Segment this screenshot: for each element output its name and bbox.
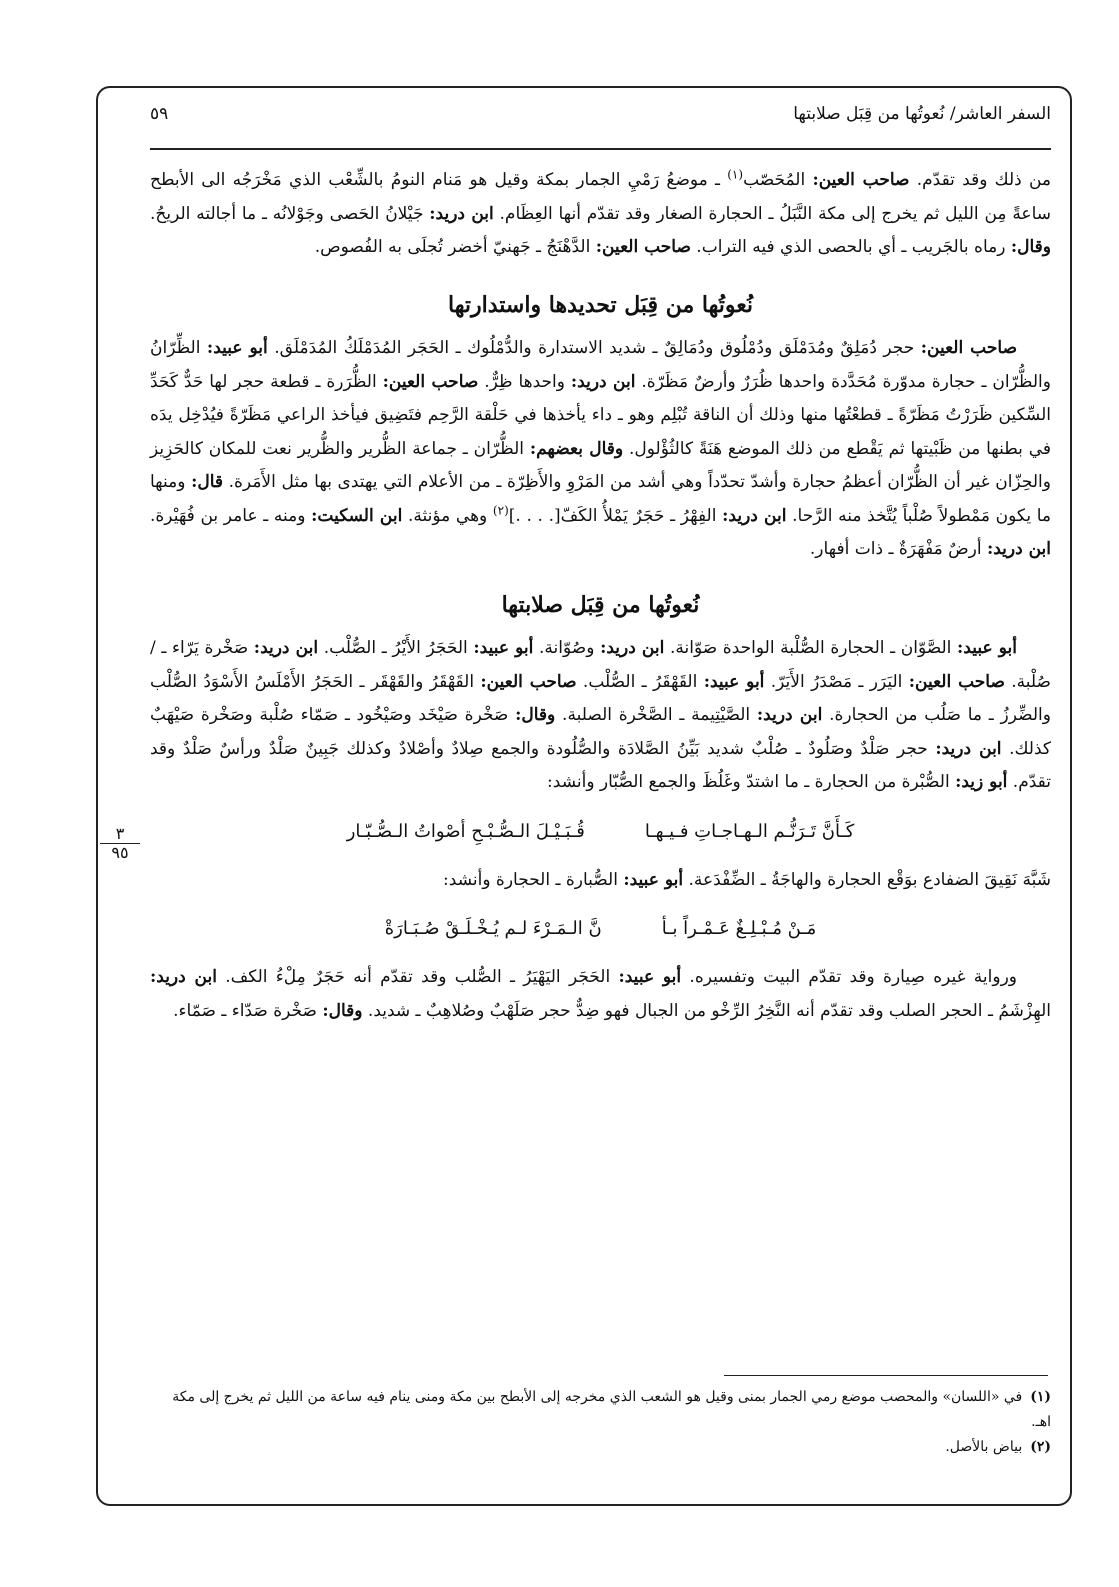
margin-reference [100,825,140,862]
footnote-text: بياض بالأصل. [945,1439,1023,1455]
text-run: الصُّبْرة من الحجارة ـ ما اشتدّ وغَلُظَ والجمع الصُّبّار وأنشد: [547,772,956,792]
source-keyword: قال: [191,472,224,492]
footnote-rule [724,1375,1048,1376]
source-keyword: ابن دريد: [150,967,217,987]
footnotes [150,1385,1051,1460]
footnote-text: في «اللسان» والمحصب موضع رمي الجمار بمنى وقيل هو الشعب الذي مخرجه إلى الأبطح بين مكة ومنى ينام فيه ساعة من الليل ثم يخرج إلى مكة اهـ. [172,1389,1051,1430]
text-run: ورواية غيره صِيارة وقد تقدّم البيت وتفسيره. [681,967,1017,987]
verse-2-first-hemistich: مَـنْ مُـبْـلِـغٌ عَـمْـراً بـأ [661,918,817,939]
text-run: الحَجَر اليَهْيَرُ ـ الصُّلب وقد تقدّم أنه حَجَرٌ مِلْءُ الكف. [216,967,619,987]
text-run: القَهْقَرُ والقَهْقَر ـ الحَجَرُ الأَمْلَسُ الأَسْوَدُ الصُّلْب والضِّرزُ ـ ما صَلُب من الحجارة. [150,671,1051,725]
text-run: حجر دُمَلِقٌ ومُدَمْلَق ودُمْلُوق ودُمَالِقٌ ـ شديد الاستدارة والدُّمْلُوك ـ الحَجَر المُدَمْلَكُ المُدَمْلَق. [267,338,921,358]
intro-paragraph [150,164,1051,265]
text-run: وصُوّانة. [533,638,601,658]
margin-reference-volume: ٣ [100,825,140,844]
text-run: جَيْلانُ الحَصى وجَوْلانُه ـ ما أجالته الريحُ. [150,203,430,224]
text-run: الصَّيْتِيمة ـ الصَّخْرة الصلبة. [555,705,757,725]
source-keyword: وقال: [515,705,556,725]
source-keyword: أبو عبيد: [623,869,684,890]
source-keyword: ابن دريد: [253,638,319,658]
source-keyword: أبو عبيد: [703,671,765,692]
text-run: رماه بالجَريب ـ أي بالحصى الذي فيه التراب. [690,237,1011,257]
text-run: المُحَصّب [743,170,813,190]
page-number: ٥٩ [150,104,169,124]
source-keyword: وقال: [322,1000,363,1021]
footnote-marker: (١) [727,167,744,182]
text-run: واحدها ظِرٌّ. [478,371,571,392]
source-keyword: وقال: [1010,237,1051,257]
text-run: الهِزْشَمُ ـ الحجر الصلب وقد تقدّم أنه النَّخِرُ الرِّخْو من الجبال فهو ضِدٌّ حجر صَلَهْبٌ وصُلاهِبٌ ـ شديد. [362,1000,1051,1021]
footnote [150,1385,1051,1435]
source-keyword: صاحب العين: [812,170,910,190]
source-keyword: أبو عبيد: [957,638,1018,658]
text-run: أرضٌ مَفْهَرَةٌ ـ ذات أفهار. [809,539,987,559]
verse-1-second-hemistich: قُـبَـيْـلَ الـصُّـبْـحِ أصْواتُ الـصُّـبّـار [346,820,585,842]
source-keyword: ابن دريد: [600,638,665,658]
header-rule [150,148,1051,150]
verse-1-first-hemistich: كَـأَنَّ تَـرَنُّـم الـهـاجـاتِ فـيـهـا [644,820,855,842]
verse-explanation-paragraph [150,864,1051,898]
footnote-number: (٢) [1030,1439,1051,1455]
running-title: السفر العاشر/ نُعوتُها من قِبَل صلابتها [793,104,1051,124]
poem-verse-1 [150,812,1051,852]
text-run: الظِّرّانُ والظُّرّان ـ حجارة مدوّرة مُحَدَّدة واحدها ظُرَرٌ وأرضٌ مَظَرّة. [150,338,1051,392]
poem-verse-2 [150,909,1051,949]
text-run: الفِهْرُ ـ حَجَرٌ يَمْلأُ الكَفّ[. . . .] [508,505,723,526]
section-heading-rounding: نُعوتُها من قِبَل تحديدها واستدارتها [448,291,753,318]
source-keyword: وقال بعضهم: [529,438,624,459]
text-run: الدَّهْنَجُ ـ جَهنيّ أخضر تُجلَى به الفُصوص. [314,237,596,257]
text-run: وهي مؤنثة. [402,505,493,526]
section-hardness-paragraph [150,632,1051,800]
text-run: اليَرَر ـ مَصْدَرُ الأَيَرّ. [764,671,909,692]
source-keyword: أبو عبيد: [618,967,682,987]
footnote-number: (١) [1030,1389,1051,1405]
text-run: القَهْقَرُ ـ الصُّلْب. [576,671,704,692]
footnote-marker: (٢) [492,502,509,517]
source-keyword: صاحب العين: [382,371,479,392]
text-run: ومنها ما يكون مَمْطولاً صُلْباً يُتَّخذ منه الرَّحا. [150,472,1052,526]
source-keyword: ابن دريد: [570,371,636,392]
text-run: ـ موضعُ رَمْيِ الجمار بمكة وقيل هو مَنام النومُ بالشِّعْب الذي مَخْرَجُه الى الأبطح ساعةً مِن الليل ثم يخرج إلى مكة النَّبَلُ ـ الحجارة الصغار وقد تقدّم أنها العِظَام. [150,170,1052,224]
text-run: شَبَّهَ نَقِيقَ الضفادع بوَقْع الحجارة والهاجَةُ ـ الضِّفْدَعة. [683,869,1051,890]
section-heading-hardness: نُعوتُها من قِبَل صلابتها [501,591,700,618]
source-keyword: أبو زيد: [955,772,1008,792]
margin-reference-page: ٩٥ [111,843,129,862]
source-keyword: صاحب العين: [908,671,1005,692]
source-keyword: ابن دريد: [935,738,1002,759]
source-keyword: صاحب العين: [595,237,691,257]
main-text [150,164,1051,1028]
text-run: من ذلك وقد تقدّم. [909,170,1052,190]
text-run: ومنه ـ عامر بن فُهَيْرة. [150,505,312,526]
text-run: صَخْرة صَيْخَد وصَيْخُود ـ صَمّاء صُلْبة وصَخْرة صَيْهَبٌ كذلك. [150,705,1051,759]
closing-paragraph [150,961,1051,1028]
text-run: صَخْرة صَدّاء ـ صَمّاء. [173,1000,323,1021]
verse-2-second-hemistich: نَّ الـمَـرْءَ لـم يُـخْـلَـقْ صُـبَـارَةْ [384,918,602,939]
text-run: الصَّوّان ـ الحجارة الصُّلْبة الواحدة صَوّانة. [664,638,958,658]
source-keyword: أبو عبيد: [206,338,268,358]
source-keyword: ابن دريد: [429,203,494,224]
source-keyword: ابن دريد: [722,505,787,526]
section-rounding-paragraph [150,332,1051,567]
text-run: الصُّبارة ـ الحجارة وأنشد: [443,869,624,890]
source-keyword: أبو عبيد: [473,638,534,658]
text-run: الظُّرَرة ـ قطعة حجر لها حَدٌّ كَحَدِّ السِّكين ظَرَرْتُ مَظَرّةً ـ قطعْتُها منها وذلك أن الناقة تُبْلِم وهو ـ داء يأخذها في حَلْقة الرَّحِم فتَضِيق فيأخذ الراعي مَظَرّةً فيُدْخِل يدَه في بطنها من ظَبْيتها ثم يَقْطع من ذلك الموضع هَنَةً كالثُؤْلول. [150,371,1052,459]
text-run: حجر صَلْدٌ وصَلُودٌ ـ صُلْبٌ شديد بَيِّنُ الصَّلادَة والصُّلُودة والجمع صِلادٌ وأصْلادٌ وكذلك جَبِينٌ صَلْدٌ ورأسٌ صَلْدٌ وقد تقدّم. [150,738,1051,792]
text-run: الظُّرّان ـ جماعة الظُّرير والظُّرير نعت للمكان كالحَزِيز والحِزّان غير أن الظُّرّان أعظمُ حجارة وأشدّ تحدّداً وهي أشد من المَرْوِ والأَظِرّة ـ من الأعلام التي يهتدى بها مثل الأَمَرة. [150,438,1051,492]
footnote [150,1435,1051,1460]
running-header [150,96,1051,132]
source-keyword: ابن السكيت: [311,505,403,526]
source-keyword: صاحب العين: [480,671,577,692]
text-run: الحَجَرُ الأَيْرُ ـ الصُّلْب. [318,638,474,658]
source-keyword: ابن دريد: [986,539,1051,559]
source-keyword: ابن دريد: [756,705,823,725]
text-run: صَخْرة يَرّاء ـ / صُلْبة. [150,638,1051,692]
source-keyword: صاحب العين: [920,338,1017,358]
